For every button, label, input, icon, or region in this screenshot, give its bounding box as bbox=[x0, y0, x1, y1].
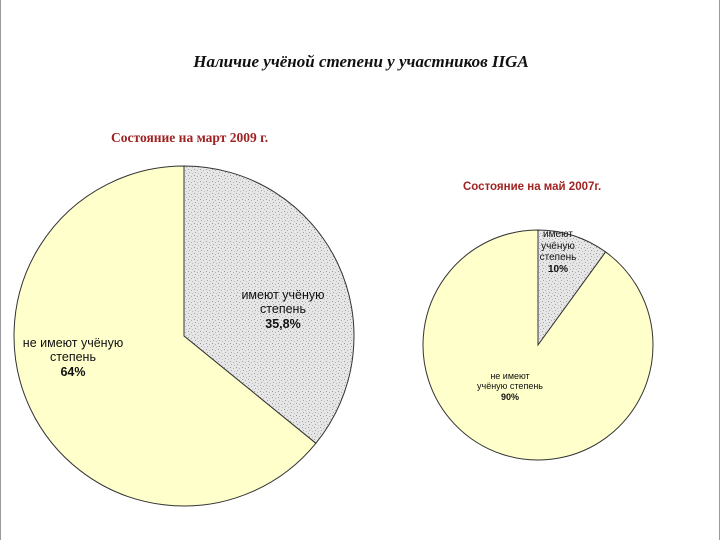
pie-charts bbox=[1, 0, 720, 540]
slice-label-text: не имеют учёную степень bbox=[477, 371, 543, 392]
chart-title-2007: Состояние на май 2007г. bbox=[463, 181, 602, 193]
slice-label-no-degree-2009 bbox=[15, 336, 131, 379]
slice-percent: 35,8% bbox=[265, 316, 301, 331]
slice-percent: 90% bbox=[500, 391, 519, 402]
slice-label-text: не имеют учёную степень bbox=[22, 336, 124, 365]
slice-label-has-degree-2009 bbox=[219, 288, 347, 331]
slice-percent: 10% bbox=[547, 263, 568, 275]
slice-label-no-degree-2007 bbox=[477, 371, 543, 402]
slice-percent: 64% bbox=[60, 364, 86, 379]
slice-label-text: имеют учёную степень bbox=[539, 229, 577, 263]
page-title: Наличие учёной степени у участников IIGA bbox=[193, 52, 529, 71]
slice-label-text: имеют учёную степень bbox=[241, 288, 325, 317]
slice-label-has-degree-2007 bbox=[533, 229, 583, 275]
chart-title-2009: Состояние на март 2009 г. bbox=[111, 130, 269, 145]
